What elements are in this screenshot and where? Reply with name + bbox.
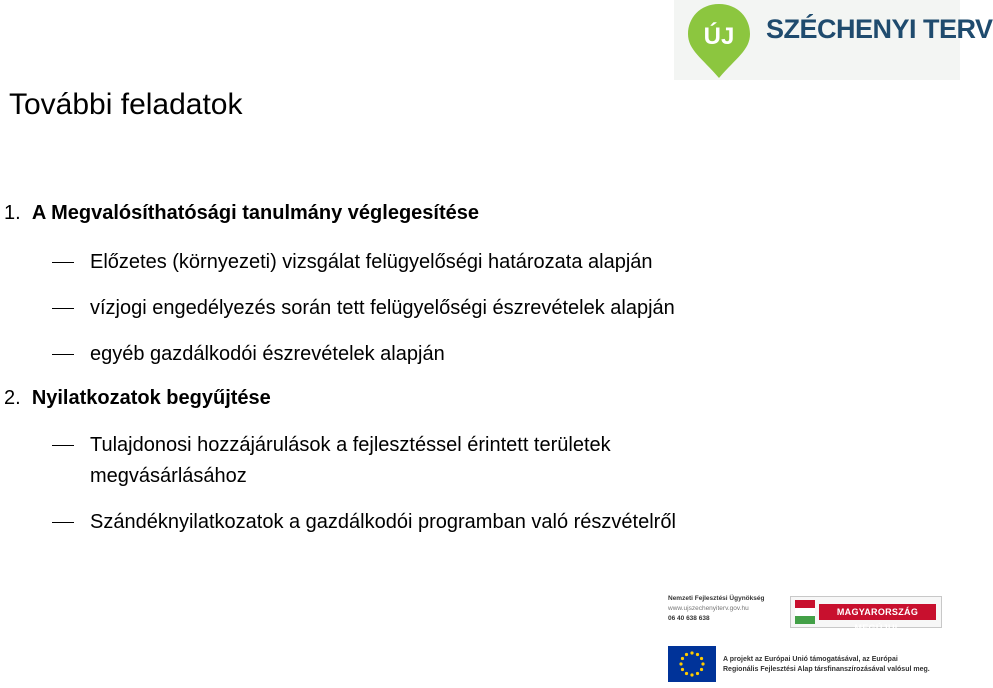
eu-star (696, 672, 699, 675)
list-item: Szándéknyilatkozatok a gazdálkodói programban való részvételről (90, 511, 676, 533)
eu-funding-note (723, 655, 930, 675)
eu-star (679, 662, 682, 665)
logo-badge: ÚJ (703, 23, 735, 50)
page-title: További feladatok (9, 88, 243, 121)
bullet-dash (52, 308, 74, 309)
bullet-dash (52, 354, 74, 355)
list-item: egyéb gazdálkodói észrevételek alapján (90, 343, 445, 365)
list-item: Tulajdonosi hozzájárulások a fejlesztéssel érintett területek (90, 434, 611, 456)
eu-star (700, 657, 703, 660)
agency-phone: 06 40 638 638 (668, 615, 710, 622)
bullet-dash (52, 522, 74, 523)
section-number: 1. (4, 202, 21, 224)
eu-star (690, 673, 693, 676)
agency-name: Nemzeti Fejlesztési Ügynökség (668, 595, 765, 602)
eu-note-line: Regionális Fejlesztési Alap társfinanszírozásával valósul meg. (723, 666, 930, 673)
agency-info (668, 594, 778, 624)
eu-star (696, 653, 699, 656)
list-item: Előzetes (környezeti) vizsgálat felügyelőségi határozata alapján (90, 251, 653, 273)
szechenyi-terv-logo (674, 0, 993, 80)
list-item-continuation: megvásárlásához (90, 465, 247, 487)
eu-star (700, 668, 703, 671)
section-heading-text: Nyilatkozatok begyűjtése (31, 387, 271, 409)
eu-star (685, 672, 688, 675)
bullet-dash (52, 445, 74, 446)
eu-note-line: A projekt az Európai Unió támogatásával, az Európai (723, 656, 898, 663)
magyarorszag-megujul-logo (790, 596, 942, 633)
section-heading-text: A Megvalósíthatósági tanulmány véglegesítése (31, 202, 479, 224)
eu-star (681, 668, 684, 671)
mo-label: MAGYARORSZÁG MEGÚJUL (819, 604, 936, 620)
agency-url: www.ujszechenyiterv.gov.hu (668, 605, 749, 612)
logo-text: SZÉCHENYI TERV (766, 14, 993, 44)
eu-flag-icon (668, 646, 716, 682)
eu-star (681, 657, 684, 660)
hungarian-flag-icon (795, 600, 815, 624)
eu-star (685, 653, 688, 656)
list-item: vízjogi engedélyezés során tett felügyelőségi észrevételek alapján (90, 297, 675, 319)
section-heading-1 (4, 202, 479, 225)
section-number: 2. (4, 387, 21, 409)
section-heading-2 (4, 387, 271, 410)
eu-star (690, 651, 693, 654)
location-pin-icon (682, 0, 756, 80)
eu-star (701, 662, 704, 665)
bullet-dash (52, 262, 74, 263)
